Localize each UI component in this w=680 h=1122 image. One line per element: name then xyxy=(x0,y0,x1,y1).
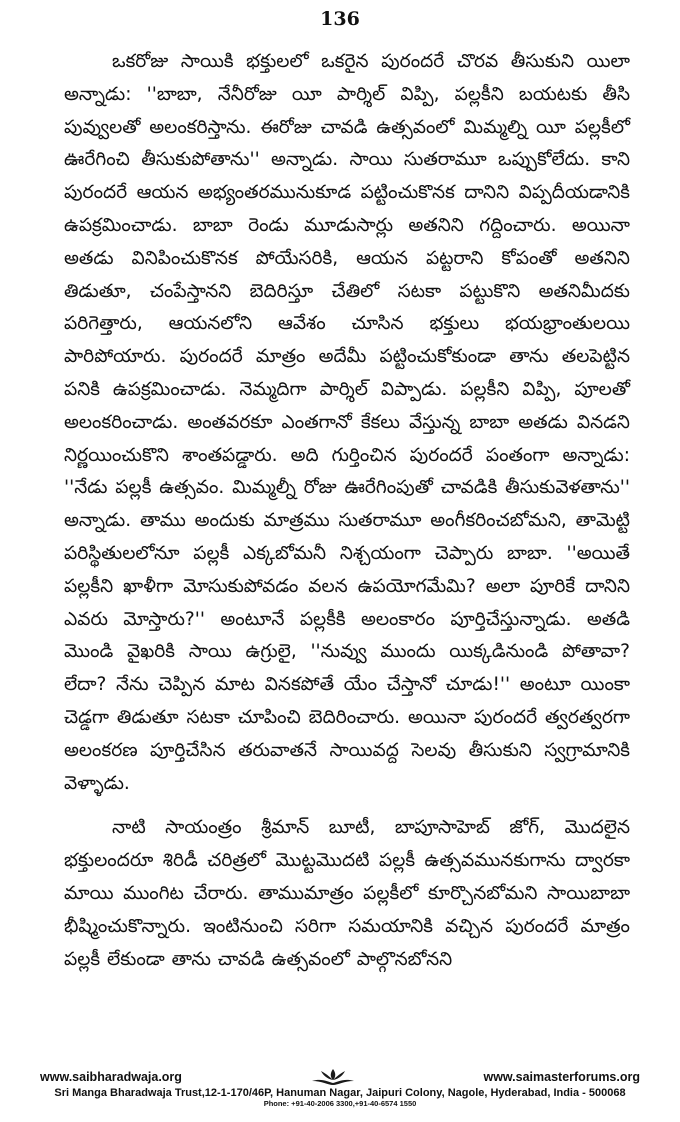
body-text xyxy=(64,46,630,988)
page-number: 136 xyxy=(320,8,360,30)
website-link-left[interactable]: www.saibharadwaja.org xyxy=(40,1070,182,1084)
lotus-emblem-icon xyxy=(310,1068,356,1086)
footer-phone: Phone: +91-40-2006 3300,+91-40-6574 1550 xyxy=(263,1099,417,1108)
footer xyxy=(40,1068,640,1108)
footer-address: Sri Manga Bharadwaja Trust,12-1-170/46P, Hanuman Nagar, Jaipuri Colony, Nagole, Hyderabad, India - 500068 xyxy=(54,1087,626,1099)
footer-top-row xyxy=(40,1068,640,1086)
paragraph-1: ఒకరోజు సాయికి భక్తులలో ఒకరైన పురందరే చొరవ తీసుకుని యిలా అన్నాడు: ''బాబా, నేనీరోజు యీ పార్శిల్ విప్పి, పల్లకీని బయటకు తీసి పువ్వులతో అలంకరిస్తాను. ఈరోజు చావడి ఉత్సవంలో మిమ్మల్ని యీ పల్లకీలో ఊరేగించి తీసుకుపోతాను'' అన్నాడు. సాయి సుతరామూ ఒప్పుకోలేదు. కాని పురందరే ఆయన అభ్యంతరమునుకూడ పట్టించుకొనక దానిని విప్పదీయడానికి ఉపక్రమించాడు. బాబా రెండు మూడుసార్లు అతనిని గద్దించారు. అయినా అతడు వినిపించుకొనక పోయేసరికి, ఆయన పట్టరాని కోపంతో అతనిని తిడుతూ, చంపేస్తానని బెదిరిస్తూ చేతిలో సటకా పట్టుకొని అతనిమీదకు పరిగెత్తారు, ఆయనలోని ఆవేశం చూసిన భక్తులు భయభ్రాంతులయి పారిపోయారు. పురందరే మాత్రం అదేమీ పట్టించుకోకుండా తాను తలపెట్టిన పనికి ఉపక్రమించాడు. నెమ్మదిగా పార్శిల్ విప్పాడు. పల్లకీని విప్పి, పూలతో అలంకరించాడు. అంతవరకూ ఎంతగానో కేకలు వేస్తున్న బాబా అతడు వినడని నిర్ణయించుకొని శాంతపడ్డారు. అది గుర్తించిన పురందరే పంతంగా అన్నాడు: ''నేడు పల్లకీ ఉత్సవం. మిమ్మల్నీ రోజు ఊరేగింపుతో చావడికి తీసుకువెళతాను'' అన్నాడు. తాము అందుకు మాత్రము సుతరామూ అంగీకరించబోమని, తామెట్టి పరిస్థితులలోనూ పల్లకీ ఎక్కబోమనీ నిశ్చయంగా చెప్పారు బాబా. ''అయితే పల్లకీని ఖాళీగా మోసుకుపోవడం వలన ఉపయోగమేమి? అలా పూరికే దానిని ఎవరు మోస్తారు?'' అంటూనే పల్లకీకి అలంకారం పూర్తిచేస్తున్నాడు. అతడి మొండి వైఖరికి సాయి ఉగ్రులై, ''నువ్వు ముందు యిక్కడినుండి పోతావా? లేదా? నేను చెప్పిన మాట వినకపోతే యేం చేస్తానో చూడు!'' అంటూ యింకా చెడ్డగా తిడుతూ సటకా చూపించి బెదిరించారు. అయినా పురందరే త్వరత్వరగా అలంకరణ పూర్తిచేసిన తరువాతనే సాయివద్ద సెలవు తీసుకుని స్వగ్రామానికి వెళ్ళాడు. xyxy=(64,51,630,794)
website-link-right[interactable]: www.saimasterforums.org xyxy=(483,1070,640,1084)
paragraph-2: నాటి సాయంత్రం శ్రీమాన్ బూటీ, బాపూసాహెబ్ జోగ్, మొదలైన భక్తులందరూ శిరిడీ చరిత్రలో మొట్టమొదటి పల్లకీ ఉత్సవమునకుగాను ద్వారకా మాయి ముంగిట చేరారు. తాముమాత్రం పల్లకీలో కూర్చొనబోమని సాయిబాబా భీష్మించుకొన్నారు. ఇంటినుంచి సరిగా సమయానికి వచ్చిన పురందరే మాత్రం పల్లకీ లేకుండా తాను చావడి ఉత్సవంలో పాల్గొనబోనని xyxy=(64,817,630,970)
